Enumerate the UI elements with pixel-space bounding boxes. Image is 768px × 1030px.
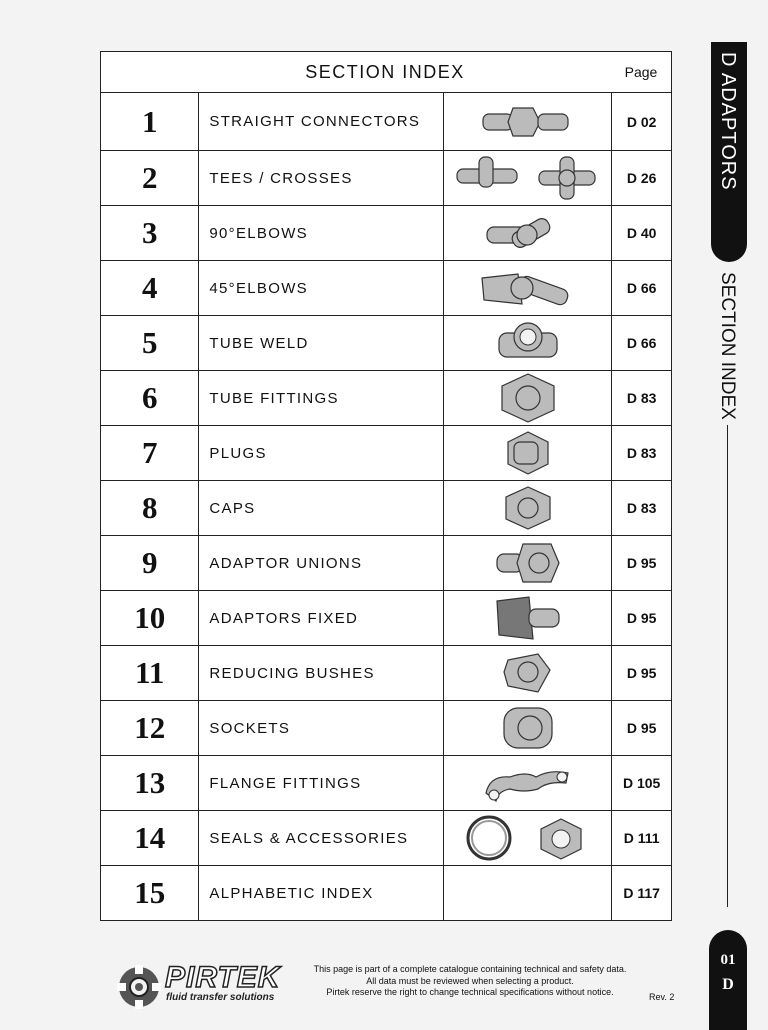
section-number: 8 (101, 481, 199, 536)
section-index-table (100, 51, 672, 921)
section-image (444, 591, 612, 646)
table-row (101, 536, 672, 591)
table-header-row (101, 52, 672, 93)
section-page: D 66 (612, 316, 672, 371)
section-name: 45°ELBOWS (199, 261, 444, 316)
section-page: D 40 (612, 206, 672, 261)
section-image (444, 371, 612, 426)
disclaimer-line: Pirtek reserve the right to change technical specifications without notice. (326, 987, 614, 997)
side-tab-label-wrap (711, 52, 747, 252)
table-row (101, 481, 672, 536)
page-badge-section: D (722, 976, 734, 993)
table-row (101, 646, 672, 701)
cap-icon (498, 499, 558, 516)
section-name: CAPS (199, 481, 444, 536)
section-image (444, 701, 612, 756)
section-image (444, 316, 612, 371)
disclaimer-line: This page is part of a complete catalogue containing technical and safety data. (313, 964, 627, 974)
section-image (444, 93, 612, 151)
plug-icon (498, 444, 558, 461)
side-divider (727, 425, 728, 907)
section-name: ADAPTORS FIXED (199, 591, 444, 646)
section-number: 11 (101, 646, 199, 701)
section-number: 12 (101, 701, 199, 756)
section-page: D 117 (612, 866, 672, 921)
footer (0, 955, 700, 1015)
table-row (101, 151, 672, 206)
section-page: D 83 (612, 426, 672, 481)
section-name: FLANGE FITTINGS (199, 756, 444, 811)
table-row (101, 316, 672, 371)
section-name: TUBE FITTINGS (199, 371, 444, 426)
section-name: PLUGS (199, 426, 444, 481)
section-image (444, 756, 612, 811)
tube-fitting-icon (496, 389, 560, 406)
table-row (101, 206, 672, 261)
table-row (101, 811, 672, 866)
section-name: SOCKETS (199, 701, 444, 756)
section-name: ALPHABETIC INDEX (199, 866, 444, 921)
section-image (444, 151, 612, 206)
page-badge-number: 01 (720, 952, 736, 968)
section-name: TEES / CROSSES (199, 151, 444, 206)
section-image (444, 261, 612, 316)
tee-cross-icon (453, 169, 603, 186)
page-badge (709, 930, 747, 1030)
table-row (101, 591, 672, 646)
socket-icon (496, 719, 560, 736)
section-name: TUBE WELD (199, 316, 444, 371)
revision: Rev. 2 (649, 992, 675, 1002)
section-number: 15 (101, 866, 199, 921)
table-row (101, 701, 672, 756)
adaptor-fixed-icon (493, 609, 563, 626)
disclaimer (305, 964, 635, 999)
section-page: D 26 (612, 151, 672, 206)
section-image (444, 481, 612, 536)
section-name: REDUCING BUSHES (199, 646, 444, 701)
table-row (101, 93, 672, 151)
section-number: 10 (101, 591, 199, 646)
logo-tagline: fluid transfer solutions (166, 992, 275, 1003)
section-name: 90°ELBOWS (199, 206, 444, 261)
section-number: 4 (101, 261, 199, 316)
section-image (444, 206, 612, 261)
section-number: 5 (101, 316, 199, 371)
section-number: 6 (101, 371, 199, 426)
section-image (444, 866, 612, 921)
section-image (444, 426, 612, 481)
section-name: STRAIGHT CONNECTORS (199, 93, 444, 151)
elbow-45-icon (478, 279, 578, 296)
adaptor-union-icon (493, 554, 563, 571)
flange-fitting-icon (480, 774, 576, 791)
section-number: 9 (101, 536, 199, 591)
seals-accessories-icon (463, 829, 593, 846)
section-image (444, 536, 612, 591)
section-name: ADAPTOR UNIONS (199, 536, 444, 591)
section-page: D 83 (612, 371, 672, 426)
table-row (101, 866, 672, 921)
logo-word: PIRTEK (165, 961, 281, 994)
section-page: D 95 (612, 591, 672, 646)
section-number: 14 (101, 811, 199, 866)
section-page: D 111 (612, 811, 672, 866)
page-column-header: Page (624, 64, 658, 80)
section-page: D 02 (612, 93, 672, 151)
section-number: 7 (101, 426, 199, 481)
table-row (101, 756, 672, 811)
section-number: 2 (101, 151, 199, 206)
elbow-90-icon (483, 224, 573, 241)
section-number: 3 (101, 206, 199, 261)
table-row (101, 261, 672, 316)
side-tab-label: D ADAPTORS (717, 52, 739, 191)
section-page: D 105 (612, 756, 672, 811)
section-number: 13 (101, 756, 199, 811)
section-page: D 95 (612, 646, 672, 701)
side-section-label: SECTION INDEX (717, 272, 738, 420)
section-image (444, 646, 612, 701)
disclaimer-line: All data must be reviewed when selecting a product. (366, 975, 574, 986)
table-row (101, 426, 672, 481)
section-number: 1 (101, 93, 199, 151)
section-page: D 95 (612, 536, 672, 591)
tube-weld-icon (493, 334, 563, 351)
section-page: D 95 (612, 701, 672, 756)
straight-connector-icon (478, 113, 578, 130)
page-title: SECTION INDEX (305, 61, 465, 82)
reducing-bush-icon (498, 664, 558, 681)
section-page: D 66 (612, 261, 672, 316)
section-image (444, 811, 612, 866)
section-name: SEALS & ACCESSORIES (199, 811, 444, 866)
table-row (101, 371, 672, 426)
table-header-cell (101, 52, 672, 93)
section-page: D 83 (612, 481, 672, 536)
